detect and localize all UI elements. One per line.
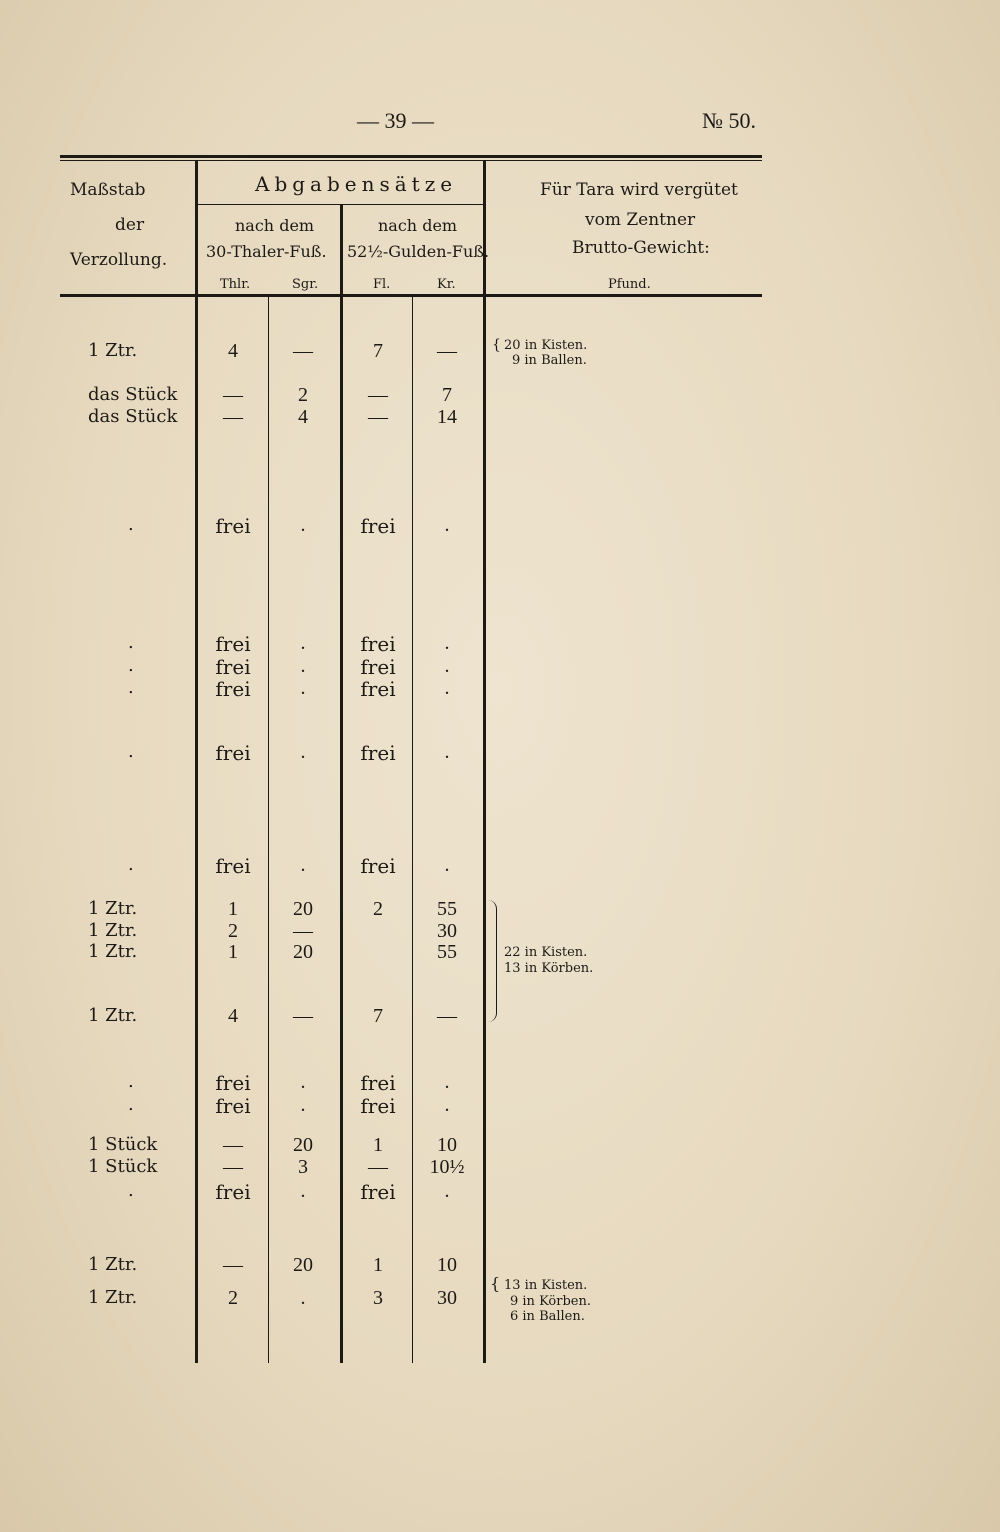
cell-massstab: 1 Ztr. [88,898,138,919]
cell-massstab: . [128,655,134,676]
cell-massstab: 1 Ztr. [88,1005,138,1026]
col-header-massstab-2: der [115,215,145,235]
col-header-tara-1: Für Tara wird vergütet [540,180,738,200]
cell-massstab: . [128,514,134,535]
col-header-tara-2: vom Zentner [585,210,696,230]
cell-thlr: frei [215,514,251,538]
cell-kr: . [444,655,450,677]
cell-massstab: 1 Ztr. [88,340,138,361]
cell-thlr: — [223,384,243,406]
tara-note-1b: 9 in Ballen. [512,353,587,368]
cell-sgr: 20 [293,1254,313,1276]
cell-sgr: 2 [298,384,308,406]
cell-thlr: frei [215,1094,251,1118]
cell-fl: frei [360,514,396,538]
cell-fl: — [368,384,388,406]
cell-massstab: . [128,1180,134,1201]
cell-sgr: . [300,655,306,677]
unit-thlr: Thlr. [220,277,251,292]
cell-massstab: 1 Ztr. [88,1254,138,1275]
cell-massstab: 1 Ztr. [88,1287,138,1308]
cell-kr: . [444,854,450,876]
subcolumn-divider-2 [412,297,413,1363]
top-rule-thin [60,160,762,161]
cell-sgr: — [293,920,313,942]
cell-fl: 3 [373,1287,383,1309]
cell-kr: 30 [437,920,457,942]
cell-sgr: . [300,632,306,654]
cell-kr: 10 [437,1254,457,1276]
cell-fl: — [368,1156,388,1178]
cell-kr: 10½ [429,1156,465,1178]
cell-kr: . [444,1180,450,1202]
cell-fl: frei [360,1180,396,1204]
cell-thlr: — [223,1254,243,1276]
col-header-thaler-1: nach dem [235,216,315,235]
cell-massstab: 1 Ztr. [88,941,138,962]
col-header-massstab-1: Maßstab [70,180,146,200]
cell-fl: 2 [373,898,383,920]
column-divider-2 [340,205,343,1363]
tara-note-3b: 9 in Körben. [510,1294,591,1309]
cell-fl: frei [360,632,396,656]
cell-fl: frei [360,1094,396,1118]
cell-sgr: 3 [298,1156,308,1178]
cell-kr: 10 [437,1134,457,1156]
cell-kr: . [444,1094,450,1116]
cell-kr: — [437,1005,457,1027]
column-divider-1 [195,161,198,1363]
cell-massstab: . [128,741,134,762]
cell-thlr: frei [215,1071,251,1095]
cell-thlr: frei [215,632,251,656]
cell-fl: 7 [373,1005,383,1027]
col-header-gulden-2: 52½-Gulden-Fuß. [347,242,490,261]
cell-massstab: 1 Ztr. [88,920,138,941]
cell-fl: 1 [373,1254,383,1276]
cell-thlr: 1 [228,941,238,963]
column-divider-3 [483,161,486,1363]
cell-sgr: 20 [293,898,313,920]
cell-sgr: . [300,741,306,763]
cell-fl: frei [360,677,396,701]
cell-fl: — [368,406,388,428]
cell-thlr: frei [215,741,251,765]
tara-note-1a: 20 in Kisten. [504,338,588,353]
cell-sgr: . [300,854,306,876]
unit-kr: Kr. [437,277,456,292]
cell-sgr: . [300,1094,306,1116]
cell-thlr: frei [215,677,251,701]
cell-fl: frei [360,655,396,679]
cell-kr: . [444,1071,450,1093]
cell-sgr: 20 [293,941,313,963]
cell-thlr: 2 [228,1287,238,1309]
unit-fl: Fl. [373,277,391,292]
col-header-massstab-3: Verzollung. [70,250,168,270]
col-header-tara-3: Brutto-Gewicht: [572,238,710,258]
cell-kr: . [444,632,450,654]
cell-fl: frei [360,741,396,765]
cell-sgr: — [293,340,313,362]
cell-massstab: das Stück [88,384,178,405]
cell-sgr: — [293,1005,313,1027]
cell-fl: 7 [373,340,383,362]
cell-massstab: . [128,854,134,875]
tara-note-3a: 13 in Kisten. [504,1278,588,1293]
cell-thlr: — [223,1156,243,1178]
tara-brace-1: { [492,337,501,353]
cell-thlr: frei [215,1180,251,1204]
abgabensaetze-rule [197,204,483,205]
tara-note-2b: 13 in Körben. [504,961,594,976]
cell-sgr: . [300,1071,306,1093]
cell-massstab: 1 Stück [88,1134,158,1155]
cell-kr: . [444,741,450,763]
cell-massstab: . [128,1071,134,1092]
cell-sgr: 20 [293,1134,313,1156]
document-number: № 50. [702,108,756,133]
cell-sgr: . [300,1180,306,1202]
cell-massstab: . [128,1094,134,1115]
cell-thlr: 4 [228,1005,238,1027]
cell-sgr: . [300,677,306,699]
col-header-gulden-1: nach dem [378,216,458,235]
cell-fl: frei [360,1071,396,1095]
cell-sgr: 4 [298,406,308,428]
cell-thlr: frei [215,655,251,679]
tara-note-3c: 6 in Ballen. [510,1309,585,1324]
cell-kr: . [444,677,450,699]
cell-sgr: . [300,1287,306,1309]
cell-kr: — [437,340,457,362]
header-bottom-rule [60,294,762,297]
cell-thlr: 4 [228,340,238,362]
page-number: — 39 — [357,108,434,133]
unit-sgr: Sgr. [292,277,319,292]
cell-thlr: — [223,406,243,428]
tara-note-2a: 22 in Kisten. [504,945,588,960]
top-rule-thick [60,155,762,158]
cell-massstab: das Stück [88,406,178,427]
cell-kr: 55 [437,941,457,963]
cell-kr: 14 [437,406,457,428]
cell-massstab: . [128,677,134,698]
col-header-thaler-2: 30-Thaler-Fuß. [206,242,327,261]
cell-kr: 55 [437,898,457,920]
cell-kr: . [444,514,450,536]
cell-kr: 7 [442,384,452,406]
cell-thlr: 1 [228,898,238,920]
tara-brace-2 [488,900,497,1022]
tara-brace-3: { [490,1274,501,1293]
cell-sgr: . [300,514,306,536]
cell-massstab: 1 Stück [88,1156,158,1177]
unit-pfund: Pfund. [608,277,651,292]
cell-thlr: — [223,1134,243,1156]
subcolumn-divider-1 [268,297,269,1363]
cell-thlr: 2 [228,920,238,942]
cell-fl: 1 [373,1134,383,1156]
cell-fl: frei [360,854,396,878]
cell-kr: 30 [437,1287,457,1309]
cell-thlr: frei [215,854,251,878]
col-header-abgabensaetze: Abgabensätze [255,172,458,196]
cell-massstab: . [128,632,134,653]
